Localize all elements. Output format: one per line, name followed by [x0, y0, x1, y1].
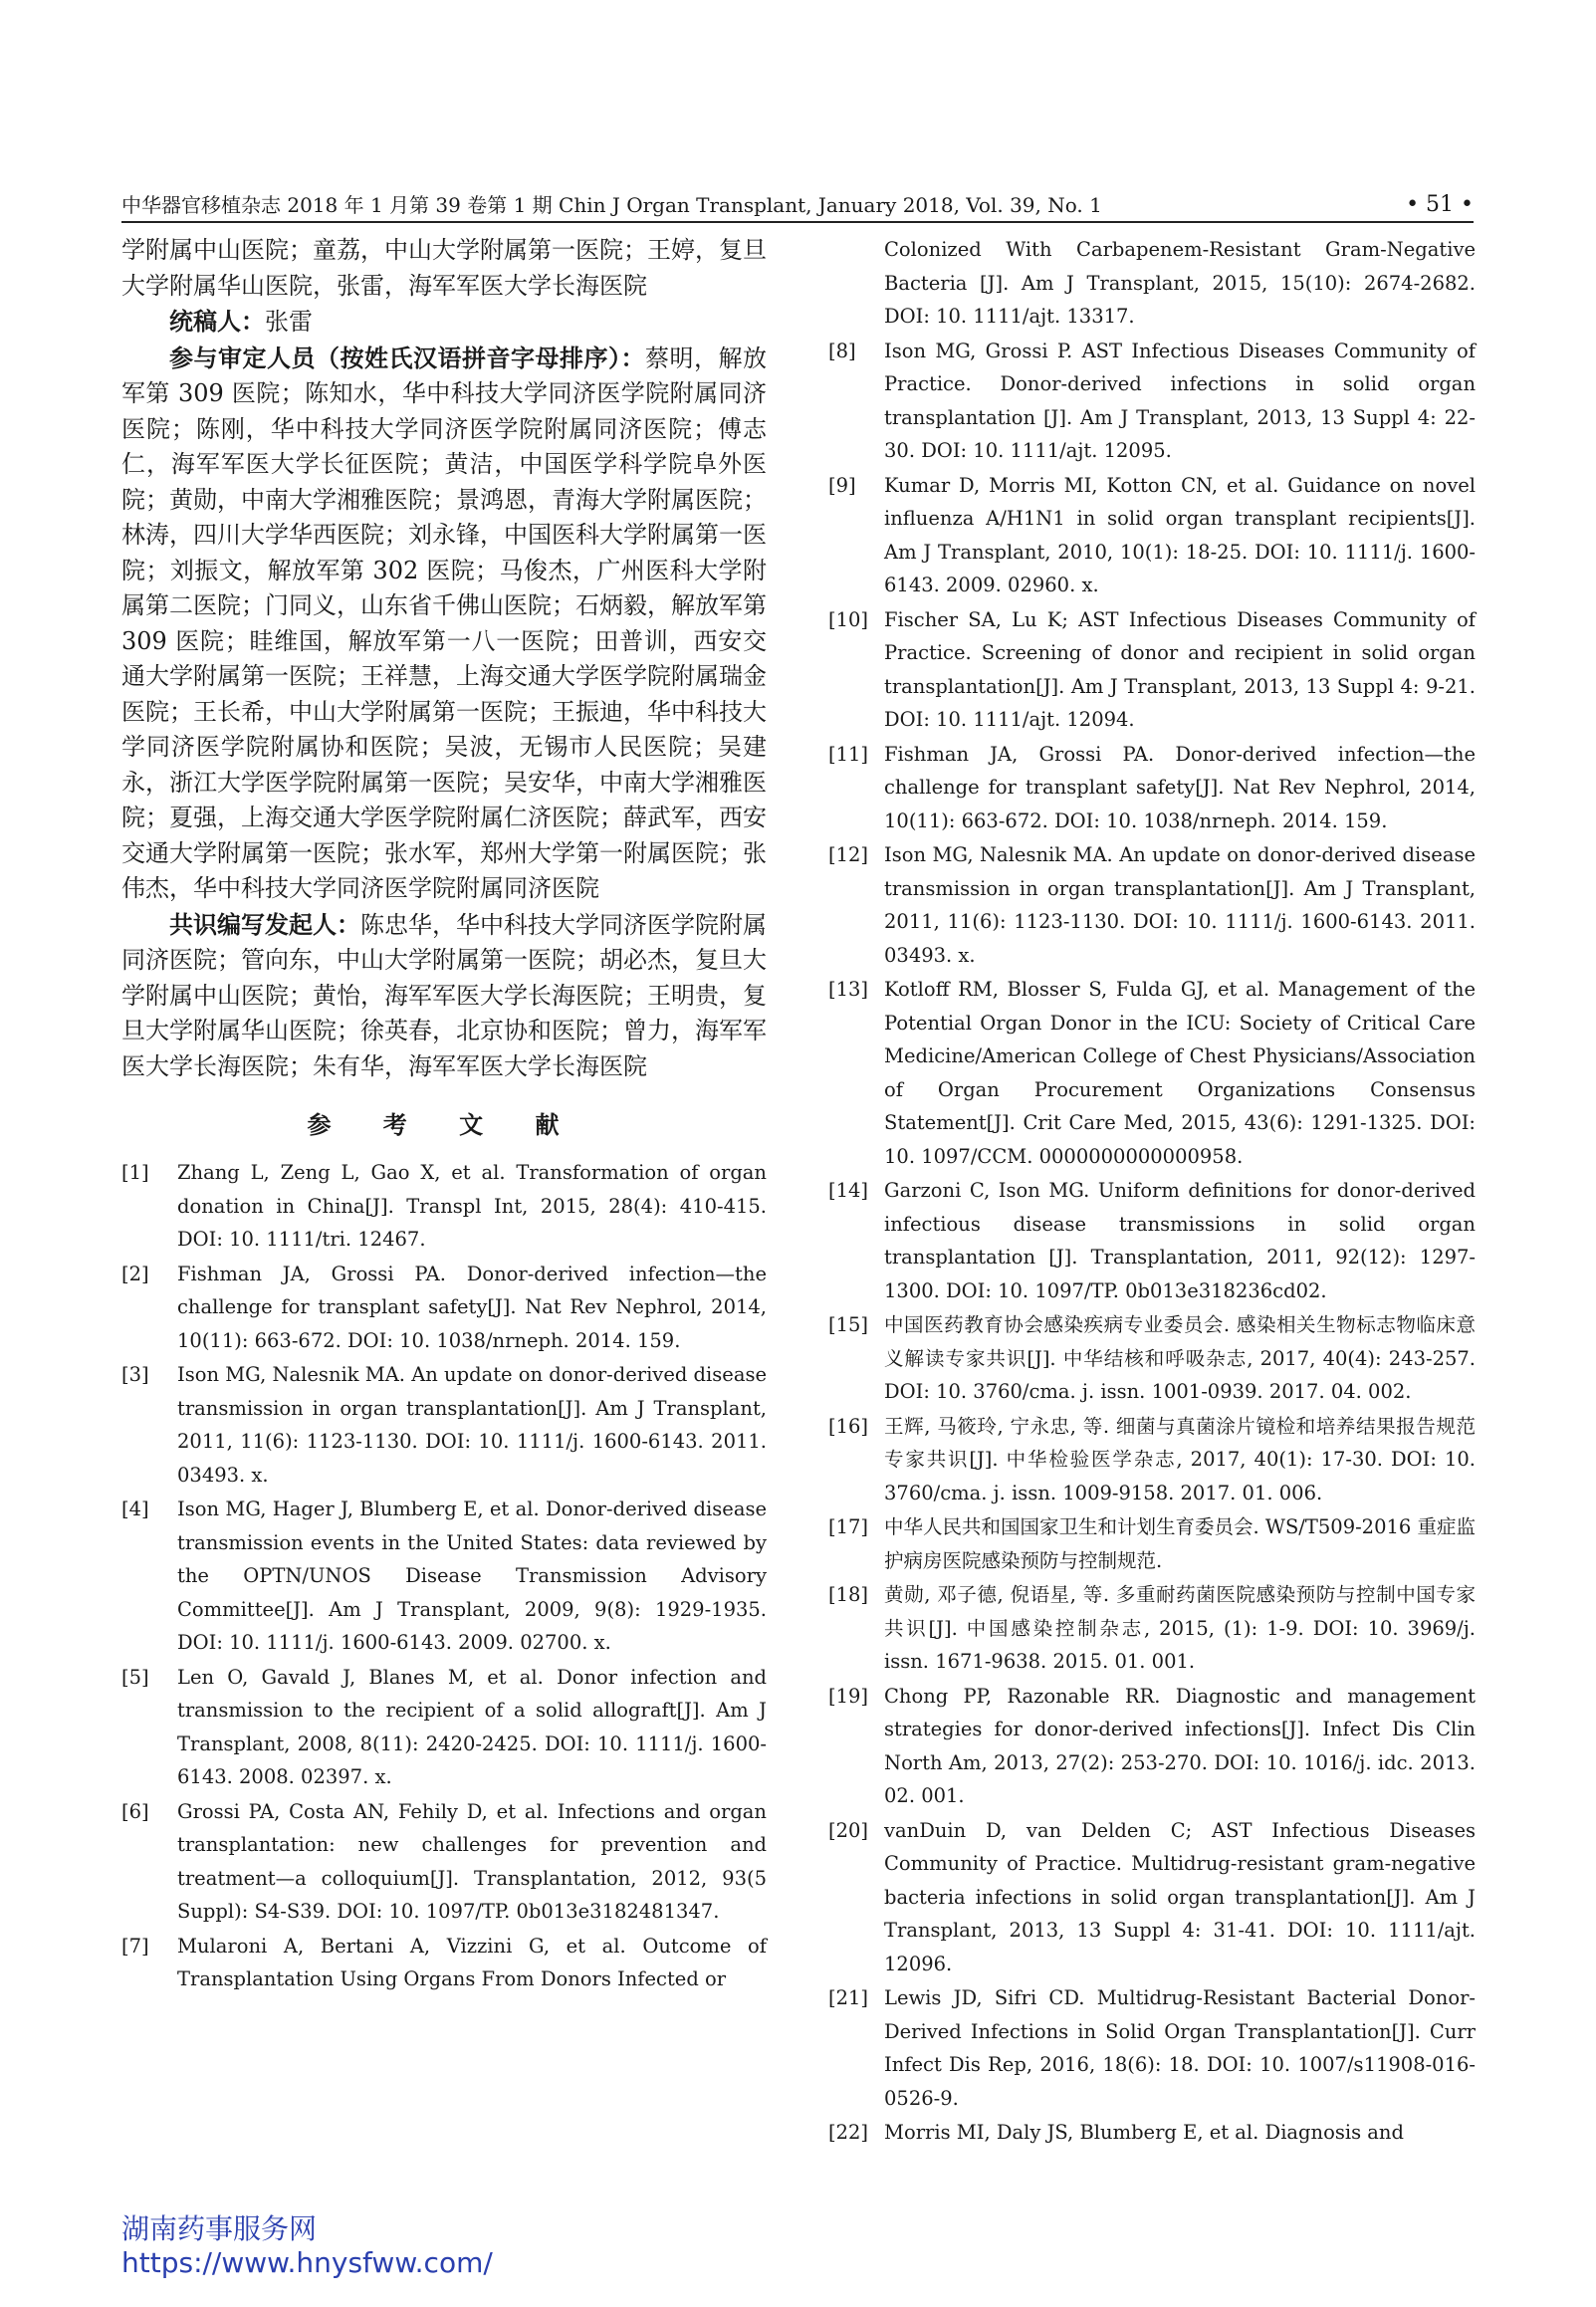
reference-number: [3]: [121, 1363, 149, 1386]
reference-number: [9]: [828, 473, 856, 497]
reference-number: [14]: [828, 1179, 869, 1202]
reviewers-label: 参与审定人员（按姓氏汉语拼音字母排序）：: [169, 343, 645, 372]
initiators-label: 共识编写发起人：: [169, 909, 360, 939]
reference-text: Zhang L, Zeng L, Gao X, et al. Transformation of organ donation in China[J]. Transpl Int, 2015, 28(4): 410-415. DOI: 10. 1111/tri. 12467.: [177, 1161, 767, 1251]
reference-text: Garzoni C, Ison MG. Uniform definitions for donor-derived infectious disease transmissions in solid organ transplantation [J]. Transplantation, 2011, 92(12): 1297-1300. DOI: 10. 1097/TP. 0b013e318236cd02.: [884, 1179, 1476, 1302]
reference-number: [20]: [828, 1818, 869, 1842]
reference-number: [6]: [121, 1799, 149, 1823]
editor-paragraph: [121, 304, 767, 341]
reference-item: [828, 1410, 1476, 1510]
journal-citation: 中华器官移植杂志 2018 年 1 月第 39 卷第 1 期 Chin J Organ Transplant, January 2018, Vol. 39, No. 1: [121, 193, 1102, 217]
reference-text: Mularoni A, Bertani A, Vizzini G, et al. Outcome of Transplantation Using Organs From Donors Infected or: [177, 1934, 767, 1990]
reference-text: Lewis JD, Sifri CD. Multidrug-Resistant Bacterial Donor-Derived Infections in Solid Organ Transplantation[J]. Curr Infect Dis Rep, 2016, 18(6): 18. DOI: 10. 1007/s11908-016-0526-9.: [884, 1986, 1476, 2110]
reference-list-right: [828, 233, 1476, 2150]
reference-item: [828, 1174, 1476, 1307]
reference-text: 黄勋, 邓子德, 倪语星, 等. 多重耐药菌医院感染预防与控制中国专家共识[J]. 中国感染控制杂志, 2015, (1): 1-9. DOI: 10. 3969/j. issn. 1671-9638. 2015. 01. 001.: [884, 1583, 1476, 1673]
reference-item: [121, 1795, 767, 1929]
reference-item: [828, 1814, 1476, 1981]
reference-number: [1]: [121, 1161, 149, 1184]
reference-item: [828, 1578, 1476, 1679]
reference-item: [828, 1510, 1476, 1577]
reviewers-text: 蔡明，解放军第 309 医院；陈知水，华中科技大学同济医学院附属同济医院；陈刚，华中科技大学同济医学院附属同济医院；傅志仁，海军军医大学长征医院；黄洁，中国医学科学院阜外医院；黄勋，中南大学湘雅医院；景鸿恩，青海大学附属医院；林涛，四川大学华西医院；刘永锋，中国医科大学附属第一医院；刘振文，解放军第 302 医院；马俊杰，广州医科大学附属第二医院；门同义，山东省千佛山医院；石炳毅，解放军第 309 医院；眭维国，解放军第一八一医院；田普训，西安交通大学附属第一医院；王祥慧，上海交通大学医学院附属瑞金医院；王长希，中山大学附属第一医院；王振迪，华中科技大学同济医学院附属协和医院；吴波，无锡市人民医院；吴建永，浙江大学医学院附属第一医院；吴安华，中南大学湘雅医院；夏强，上海交通大学医学院附属仁济医院；薛武军，西安交通大学附属第一医院；张水军，郑州大学第一附属医院；张伟杰，华中科技大学同济医学院附属同济医院: [121, 344, 767, 902]
reference-text: Ison MG, Nalesnik MA. An update on donor-derived disease transmission in organ transplantation[J]. Am J Transplant, 2011, 11(6): 1123-1130. DOI: 10. 1111/j. 1600-6143. 2011. 03493. x.: [177, 1363, 767, 1487]
reference-number: [12]: [828, 843, 869, 866]
reference-item: [121, 1258, 767, 1358]
reference-number: [19]: [828, 1684, 869, 1708]
reference-item: [828, 603, 1476, 737]
reference-text: Fischer SA, Lu K; AST Infectious Diseases Community of Practice. Screening of donor and recipient in solid organ transplantation[J]. Am J Transplant, 2013, 13 Suppl 4: 9-21. DOI: 10. 1111/ajt. 12094.: [884, 607, 1476, 731]
watermark-name: 湖南药事服务网: [121, 2212, 318, 2245]
reference-text: Kumar D, Morris MI, Kotton CN, et al. Guidance on novel influenza A/H1N1 in solid organ transplant recipients[J]. Am J Transplant, 2010, 10(1): 18-25. DOI: 10. 1111/j. 1600-6143. 2009. 02960. x.: [884, 473, 1476, 596]
reference-text: Len O, Gavald J, Blanes M, et al. Donor infection and transmission to the recipient of a solid allograft[J]. Am J Transplant, 2008, 8(11): 2420-2425. DOI: 10. 1111/j. 1600-6143. 2008. 02397. x.: [177, 1665, 767, 1788]
reference-item: [828, 973, 1476, 1173]
editor-name: 张雷: [265, 308, 313, 336]
reference-number: [7]: [121, 1934, 149, 1958]
reference-number: [13]: [828, 978, 869, 1001]
reference-number: [5]: [121, 1665, 149, 1689]
site-watermark: [121, 2212, 493, 2280]
reference-number: [2]: [121, 1262, 149, 1285]
initiators-paragraph: [121, 907, 767, 1085]
reference-item: [828, 233, 1476, 334]
reference-text: Ison MG, Hager J, Blumberg E, et al. Donor-derived disease transmission events in the United States: data reviewed by the OPTN/UNOS Disease Transmission Advisory Committee[J]. Am J Transplant, 2009, 9(8): 1929-1935. DOI: 10. 1111/j. 1600-6143. 2009. 02700. x.: [177, 1498, 767, 1654]
reference-text: Fishman JA, Grossi PA. Donor-derived infection—the challenge for transplant safety[J]. Nat Rev Nephrol, 2014, 10(11): 663-672. DOI: 10. 1038/nrneph. 2014. 159.: [177, 1262, 767, 1352]
reference-number: [828, 233, 884, 334]
reference-item: [828, 838, 1476, 972]
reference-text: Fishman JA, Grossi PA. Donor-derived infection—the challenge for transplant safety[J]. Nat Rev Nephrol, 2014, 10(11): 663-672. DOI: 10. 1038/nrneph. 2014. 159.: [884, 742, 1476, 832]
reference-text: vanDuin D, van Delden C; AST Infectious Diseases Community of Practice. Multidrug-resistant gram-negative bacteria infections in solid organ transplantation[J]. Am J Transplant, 2013, 13 Suppl 4: 31-41. DOI: 10. 1111/ajt. 12096.: [884, 1818, 1476, 1975]
reference-text: 王辉, 马筱玲, 宁永忠, 等. 细菌与真菌涂片镜检和培养结果报告规范专家共识[J]. 中华检验医学杂志, 2017, 40(1): 17-30. DOI: 10. 3760/cma. j. issn. 1009-9158. 2017. 01. 006.: [884, 1414, 1476, 1504]
reference-text: Ison MG, Grossi P. AST Infectious Diseases Community of Practice. Donor-derived infections in solid organ transplantation [J]. Am J Transplant, 2013, 13 Suppl 4: 22-30. DOI: 10. 1111/ajt. 12095.: [884, 339, 1476, 462]
reference-item: [121, 1930, 767, 1996]
intro-paragraph: 学附属中山医院；童荔，中山大学附属第一医院；王婷，复旦大学附属华山医院，张雷，海军军医大学长海医院: [121, 236, 767, 300]
reference-item: [121, 1156, 767, 1257]
reference-text: Morris MI, Daly JS, Blumberg E, et al. Diagnosis and: [884, 2121, 1404, 2144]
reference-number: [22]: [828, 2121, 869, 2144]
reference-text: Chong PP, Razonable RR. Diagnostic and management strategies for donor-derived infections[J]. Infect Dis Clin North Am, 2013, 27(2): 253-270. DOI: 10. 1016/j. idc. 2013. 02. 001.: [884, 1684, 1476, 1807]
reference-number: [21]: [828, 1986, 869, 2009]
right-column: [828, 233, 1476, 2151]
reference-number: [10]: [828, 607, 869, 631]
reference-item: [828, 469, 1476, 602]
reference-number: [15]: [828, 1313, 869, 1336]
initiators-text: 陈忠华，华中科技大学同济医学院附属同济医院；管向东，中山大学附属第一医院；胡必杰，复旦大学附属中山医院；黄怡，海军军医大学长海医院；王明贵，复旦大学附属华山医院；徐英春，北京协和医院；曾力，海军军医大学长海医院；朱有华，海军军医大学长海医院: [121, 910, 767, 1080]
reference-number: [8]: [828, 339, 856, 362]
reference-number: [18]: [828, 1583, 869, 1606]
references-heading: 参 考 文 献: [307, 1110, 581, 1139]
editor-label: 统稿人：: [169, 307, 265, 336]
reference-item: [828, 1680, 1476, 1813]
reference-text: Colonized With Carbapenem-Resistant Gram-Negative Bacteria [J]. Am J Transplant, 2015, 15(10): 2674-2682. DOI: 10. 1111/ajt. 13317.: [884, 238, 1476, 328]
reference-text: Ison MG, Nalesnik MA. An update on donor-derived disease transmission in organ transplantation[J]. Am J Transplant, 2011, 11(6): 1123-1130. DOI: 10. 1111/j. 1600-6143. 2011. 03493. x.: [884, 843, 1476, 967]
reference-item: [121, 1661, 767, 1794]
reference-item: [121, 1493, 767, 1660]
reference-number: [17]: [828, 1515, 869, 1538]
reference-text: 中国医药教育协会感染疾病专业委员会. 感染相关生物标志物临床意义解读专家共识[J]. 中华结核和呼吸杂志, 2017, 40(4): 243-257. DOI: 10. 3760/cma. j. issn. 1001-0939. 2017. 04. 002.: [884, 1313, 1476, 1403]
running-header: [121, 191, 1474, 223]
reference-item: [828, 1981, 1476, 2115]
reviewers-paragraph: [121, 341, 767, 907]
reference-text: Kotloff RM, Blosser S, Fulda GJ, et al. Management of the Potential Organ Donor in the ICU: Society of Critical Care Medicine/American College of Chest Physicians/Association of Organ Procurement Organizations Consensus Statement[J]. Crit Care Med, 2015, 43(6): 1291-1325. DOI: 10. 1097/CCM. 0000000000000958.: [884, 978, 1476, 1168]
reference-item: [828, 738, 1476, 838]
reference-number: [4]: [121, 1498, 149, 1520]
reference-item: [828, 1308, 1476, 1409]
page-number: • 51 •: [1406, 192, 1474, 217]
reference-number: [16]: [828, 1414, 869, 1438]
reference-list-left: [121, 1156, 767, 1996]
reference-item: [828, 2116, 1476, 2150]
reference-text: 中华人民共和国国家卫生和计划生育委员会. WS/T509-2016 重症监护病房医院感染预防与控制规范.: [884, 1515, 1477, 1572]
left-column: [121, 233, 767, 1997]
reference-item: [121, 1358, 767, 1492]
reference-number: [11]: [828, 742, 869, 766]
watermark-url[interactable]: https://www.hnysfww.com/: [121, 2246, 493, 2279]
reference-item: [828, 335, 1476, 468]
reference-text: Grossi PA, Costa AN, Fehily D, et al. Infections and organ transplantation: new challenges for prevention and treatment—a colloquium[J]. Transplantation, 2012, 93(5 Suppl): S4-S39. DOI: 10. 1097/TP. 0b013e3182481347.: [177, 1799, 767, 1923]
